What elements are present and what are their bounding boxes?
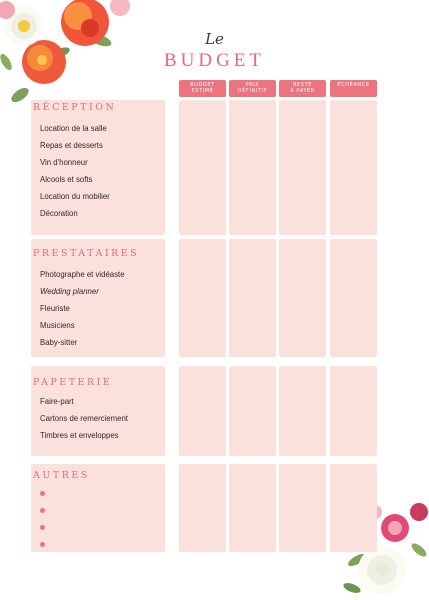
cell-group [179,366,226,456]
title-prefix: Le [205,30,224,48]
labels-column [31,100,165,552]
cell-group [229,366,276,456]
cell-group [229,239,276,357]
cell-group [330,464,377,552]
row-label: Alcools et softs [40,175,93,184]
column-echeance [330,100,377,552]
row-label: Timbres et enveloppes [40,431,119,440]
row-label: Musiciens [40,321,75,330]
bullet-icon [40,508,45,513]
cell-group [279,100,326,235]
cell-group [330,239,377,357]
row-label: Location du mobilier [40,192,110,201]
column-prix-definitif [229,100,276,552]
header-reste-a-payer: RESTE À PAYER [279,80,326,97]
section-title-reception: RÉCEPTION [33,102,117,113]
row-label: Wedding planner [40,287,99,296]
section-title-papeterie: PAPETERIE [33,377,113,388]
row-label: Baby-sitter [40,338,78,347]
cell-group [229,464,276,552]
section-title-prestataires: PRESTATAIRES [33,248,140,259]
cell-group [179,100,226,235]
cell-group [279,464,326,552]
cell-group [229,100,276,235]
row-label: Vin d'honneur [40,158,88,167]
page-title: BUDGET [163,50,266,71]
section-title-autres: AUTRES [33,470,90,481]
header-budget-estime: BUDGET ESTIMÉ [179,80,226,97]
cell-group [279,239,326,357]
row-label: Décoration [40,209,78,218]
cell-group [179,239,226,357]
cell-group [179,464,226,552]
cell-group [279,366,326,456]
row-label: Cartons de remerciement [40,414,128,423]
bullet-icon [40,542,45,547]
row-label: Photographe et vidéaste [40,270,125,279]
header-prix-definitif: PRIX DÉFINITIF [229,80,276,97]
row-label: Fleuriste [40,304,70,313]
column-reste-a-payer [279,100,326,552]
bullet-icon [40,525,45,530]
bullet-icon [40,491,45,496]
cell-group [330,366,377,456]
row-label: Faire-part [40,397,74,406]
header-echeance: ÉCHÉANCE [330,80,377,97]
cell-group [330,100,377,235]
row-label: Location de la salle [40,124,107,133]
row-label: Repas et desserts [40,141,103,150]
column-budget-estime [179,100,226,552]
